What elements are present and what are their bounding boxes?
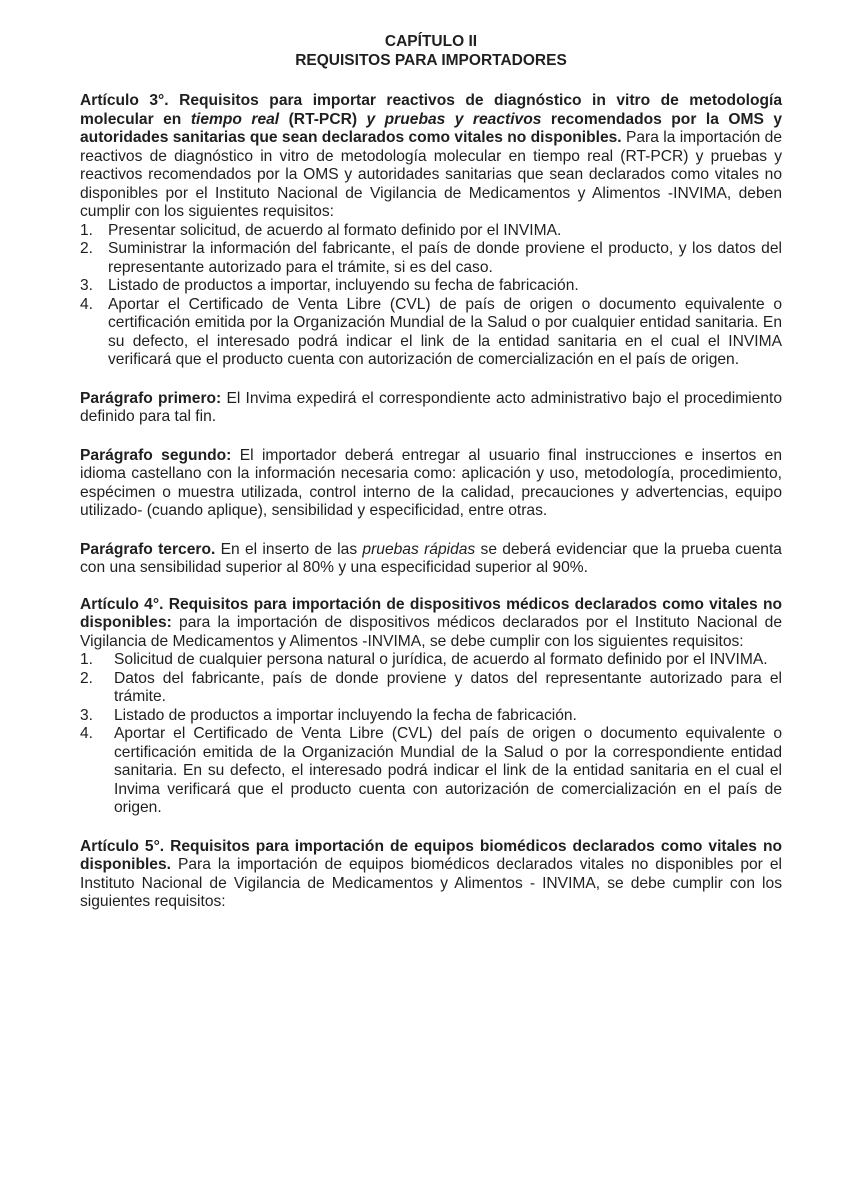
list-item-number: 3. — [80, 277, 94, 294]
article-3-heading-d: y pruebas y reactivos — [366, 110, 542, 128]
list-item — [80, 296, 782, 370]
paragraph-third-text-c: se deberá evidenciar que la prueba cuenta con una sensibilidad superior al 80% y una especificidad superior al 90%. — [80, 540, 782, 576]
list-item-number: 2. — [80, 240, 94, 257]
paragraph-third-label: Parágrafo tercero. — [80, 540, 216, 558]
list-item — [80, 222, 782, 241]
article-5-body: Para la importación de equipos biomédicos declarados vitales no disponibles por el Instituto Nacional de Vigilancia de Medicamentos y Alimentos - INVIMA, se debe cumplir con los siguientes requisitos: — [80, 856, 782, 910]
list-item — [80, 240, 782, 277]
list-item — [80, 670, 782, 707]
article-4-body: para la importación de dispositivos médicos declarados por el Instituto Nacional de Vigilancia de Medicamentos y Alimentos -INVIMA, se debe cumplir con los siguientes requisitos: — [80, 614, 782, 650]
paragraph-third-text-b: pruebas rápidas — [362, 540, 476, 558]
chapter-title: CAPÍTULO II — [384, 33, 478, 50]
list-item-text: Datos del fabricante, país de donde proviene y datos del representante autorizado para el trámite. — [114, 669, 782, 705]
list-item-text: Suministrar la información del fabricante, el país de donde proviene el producto, y los datos del representante autorizado para el trámite, si es del caso. — [108, 240, 782, 276]
list-item — [80, 725, 782, 818]
article-3-heading-e: recomendados por la OMS y autoridades sanitarias que sean declarados como vitales no disponibles. — [80, 110, 783, 146]
list-item — [80, 651, 782, 670]
paragraph-third-text-a: En el inserto de las — [215, 540, 363, 558]
document-page — [80, 32, 782, 912]
article-3-heading-a: Artículo 3°. Requisitos para importar reactivos de diagnóstico in vitro de metodología molecular en — [80, 92, 782, 128]
article-3-intro — [80, 92, 782, 222]
list-item — [80, 277, 782, 296]
article-5-heading: Artículo 5°. Requisitos para importación de equipos biomédicos declarados como vitales no disponibles. — [80, 837, 782, 873]
article-4-intro — [80, 596, 782, 652]
list-item-number: 2. — [80, 669, 94, 687]
list-item-number: 4. — [80, 725, 94, 742]
paragraph-first — [80, 390, 782, 427]
list-item-text: Aportar el Certificado de Venta Libre (CVL) de país de origen o documento equivalente o certificación emitida por la Organización Mundial de la Salud o por cualquier entidad sanitaria. En su defecto, el interesado podrá indicar el link de la entidad sanitaria en el cual el INVIMA verificará que el producto cuenta con autorización de comercialización en el país de origen. — [108, 295, 782, 368]
paragraph-third — [80, 541, 782, 578]
list-item-number: 1. — [80, 651, 94, 668]
list-item-number: 1. — [80, 221, 94, 239]
list-item-number: 4. — [80, 295, 94, 313]
list-item-text: Listado de productos a importar incluyendo la fecha de fabricación. — [114, 706, 577, 724]
article-3-requirements-list — [80, 222, 782, 370]
article-4-heading: Artículo 4°. Requisitos para importación de dispositivos médicos declarados como vitales no disponibles: — [80, 595, 782, 631]
article-5-intro — [80, 838, 782, 912]
list-item-text: Presentar solicitud, de acuerdo al formato definido por el INVIMA. — [108, 221, 562, 239]
paragraph-second-label: Parágrafo segundo: — [80, 446, 232, 464]
list-item-text: Solicitud de cualquier persona natural o jurídica, de acuerdo al formato definido por el INVIMA. — [114, 651, 768, 668]
list-item-text: Aportar el Certificado de Venta Libre (CVL) del país de origen o documento equivalente o certificación emitida de la Organización Mundial de la Salud o por la correspondiente entidad sanitaria. En su defecto, el interesado podrá indicar el link de la entidad sanitaria en el cual el Invima verificará que el producto cuenta con autorización de comercialización en el país de origen. — [114, 725, 782, 816]
paragraph-first-label: Parágrafo primero: — [80, 389, 222, 407]
article-4-requirements-list — [80, 651, 782, 818]
article-3-heading-c: (RT-PCR) — [279, 110, 367, 128]
list-item — [80, 707, 782, 726]
article-3-heading-b: tiempo real — [190, 110, 280, 128]
chapter-subtitle: REQUISITOS PARA IMPORTADORES — [295, 52, 567, 69]
paragraph-first-text: El Invima expedirá el correspondiente acto administrativo bajo el procedimiento definido para tal fin. — [80, 389, 782, 425]
article-3-body: Para la importación de reactivos de diagnóstico in vitro de metodología molecular en tiempo real (RT-PCR) y pruebas y reactivos recomendados por la OMS y autoridades sanitarias que sean declarados como vitales no disponibles por el Instituto Nacional de Vigilancia de Medicamentos y Alimentos -INVIMA, deben cumplir con los siguientes requisitos: — [80, 129, 782, 220]
chapter-heading — [80, 32, 782, 70]
list-item-number: 3. — [80, 706, 94, 724]
paragraph-second — [80, 447, 782, 521]
list-item-text: Listado de productos a importar, incluyendo su fecha de fabricación. — [108, 277, 579, 294]
paragraph-second-text: El importador deberá entregar al usuario final instrucciones e insertos en idioma castellano con la información necesaria como: aplicación y uso, metodología, procedimiento, espécimen o muestra utilizada, control interno de la calidad, precauciones y advertencias, equipo utilizado- (cuando aplique), sensibilidad y especificidad, entre otras. — [80, 446, 783, 519]
